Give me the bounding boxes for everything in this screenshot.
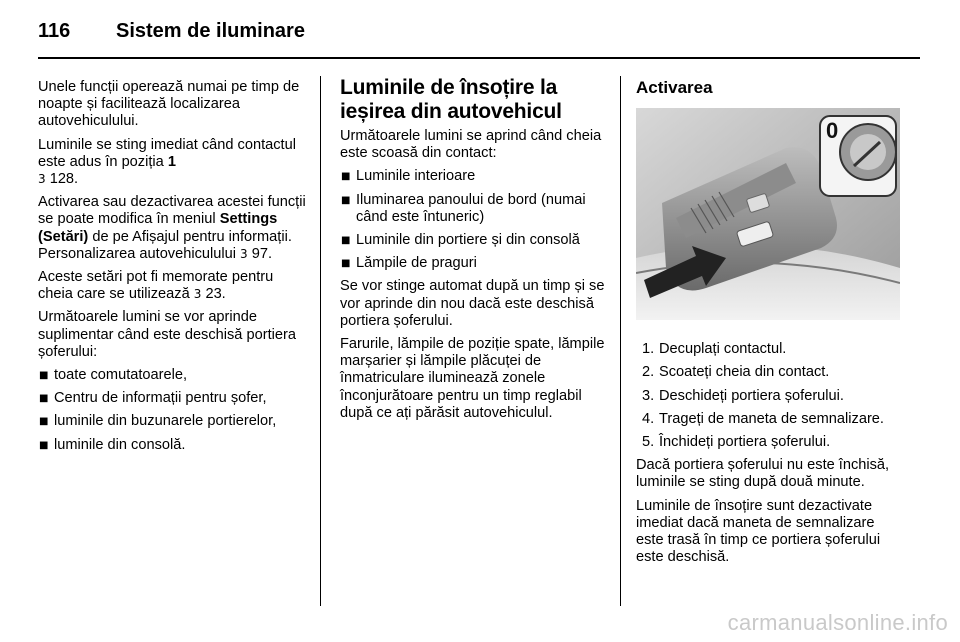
paragraph: Activarea sau dezactivarea acestei funcții se poate modifica în meniul Settings (Setări) de pe Afișajul pentru informații. Personalizarea autovehiculului 3 97. <box>38 194 306 262</box>
list-item: 4. Trageți de maneta de semnalizare. <box>642 410 884 427</box>
paragraph: Unele funcții operează numai pe timp de noapte și facilitează localizarea autovehiculului. <box>38 79 300 130</box>
list-item: ■ Luminile din portiere și din consolă <box>340 232 610 249</box>
bullet-list <box>38 367 310 454</box>
list-item: 1. Decuplați contactul. <box>642 341 787 358</box>
paragraph: Se vor stinge automat după un timp și se vor aprinde din nou dacă este deschisă portiera șoferului. <box>340 278 605 329</box>
list-item: ■ luminile din consolă. <box>38 437 310 454</box>
column-right <box>636 79 904 572</box>
section-heading: Activarea <box>636 78 713 97</box>
column-divider <box>320 76 321 606</box>
page-header <box>38 20 305 50</box>
paragraph: Următoarele lumini se vor aprinde suplimentar când este deschisă portiera șoferului: <box>38 309 296 360</box>
page-reference[interactable]: 23. <box>205 286 226 303</box>
menu-name: Settings (Setări) <box>38 211 278 245</box>
page-reference-icon: 3 <box>38 172 46 187</box>
page-number: 116 <box>38 20 71 42</box>
list-item: ■ Lămpile de praguri <box>340 255 610 272</box>
paragraph: Farurile, lămpile de poziție spate, lămpile marșarier și lămpile plăcuței de înmatriculare iluminează zonele înconjurătoare pentru un timp reglabil după ce ați părăsit autovehiculul. <box>340 336 605 421</box>
list-item: ■ Iluminarea panoului de bord (numai când este întuneric) <box>340 192 610 226</box>
page-reference-icon: 3 <box>240 246 248 261</box>
list-item: 2. Scoateți cheia din contact. <box>642 364 830 381</box>
turn-signal-lever-illustration <box>636 108 900 320</box>
lever-diagram-icon <box>636 108 900 320</box>
paragraph: Aceste setări pot fi memorate pentru cheia care se utilizează 3 23. <box>38 269 274 303</box>
bullet-list <box>340 168 610 272</box>
watermark: carmanualsonline.info <box>727 610 948 635</box>
column-divider <box>620 76 621 606</box>
header-rule <box>38 57 920 59</box>
page-reference[interactable]: 97. <box>251 245 273 262</box>
column-left <box>38 79 310 460</box>
steps-list <box>636 341 904 451</box>
list-item: ■ Luminile interioare <box>340 168 610 185</box>
column-middle <box>340 76 610 428</box>
paragraph: Următoarele lumini se aprind când cheia este scoasă din contact: <box>340 128 602 162</box>
list-item: 5. Închideți portiera șoferului. <box>642 434 831 451</box>
list-item: ■ toate comutatoarele, <box>38 367 310 384</box>
paragraph: Luminile de însoțire sunt dezactivate imediat dacă maneta de semnalizare este trasă în timp ce portiera șoferului este deschisă. <box>636 497 881 566</box>
paragraph: Dacă portiera șoferului nu este închisă, luminile se sting după două minute. <box>636 457 890 491</box>
page-reference-icon: 3 <box>193 287 202 302</box>
list-item: ■ luminile din buzunarele portierelor, <box>38 413 310 430</box>
list-item: ■ Centru de informații pentru șofer, <box>38 390 310 407</box>
list-item: 3. Deschideți portiera șoferului. <box>642 387 844 404</box>
page-title: Sistem de iluminare <box>116 20 305 42</box>
illustration-callout: 0 <box>826 118 839 144</box>
paragraph: Luminile se sting imediat când contactul este adus în poziția 1 3 128. <box>38 136 296 188</box>
section-heading: Luminile de însoțire la ieșirea din autovehicul <box>340 76 562 123</box>
page-reference[interactable]: 128. <box>49 171 79 188</box>
